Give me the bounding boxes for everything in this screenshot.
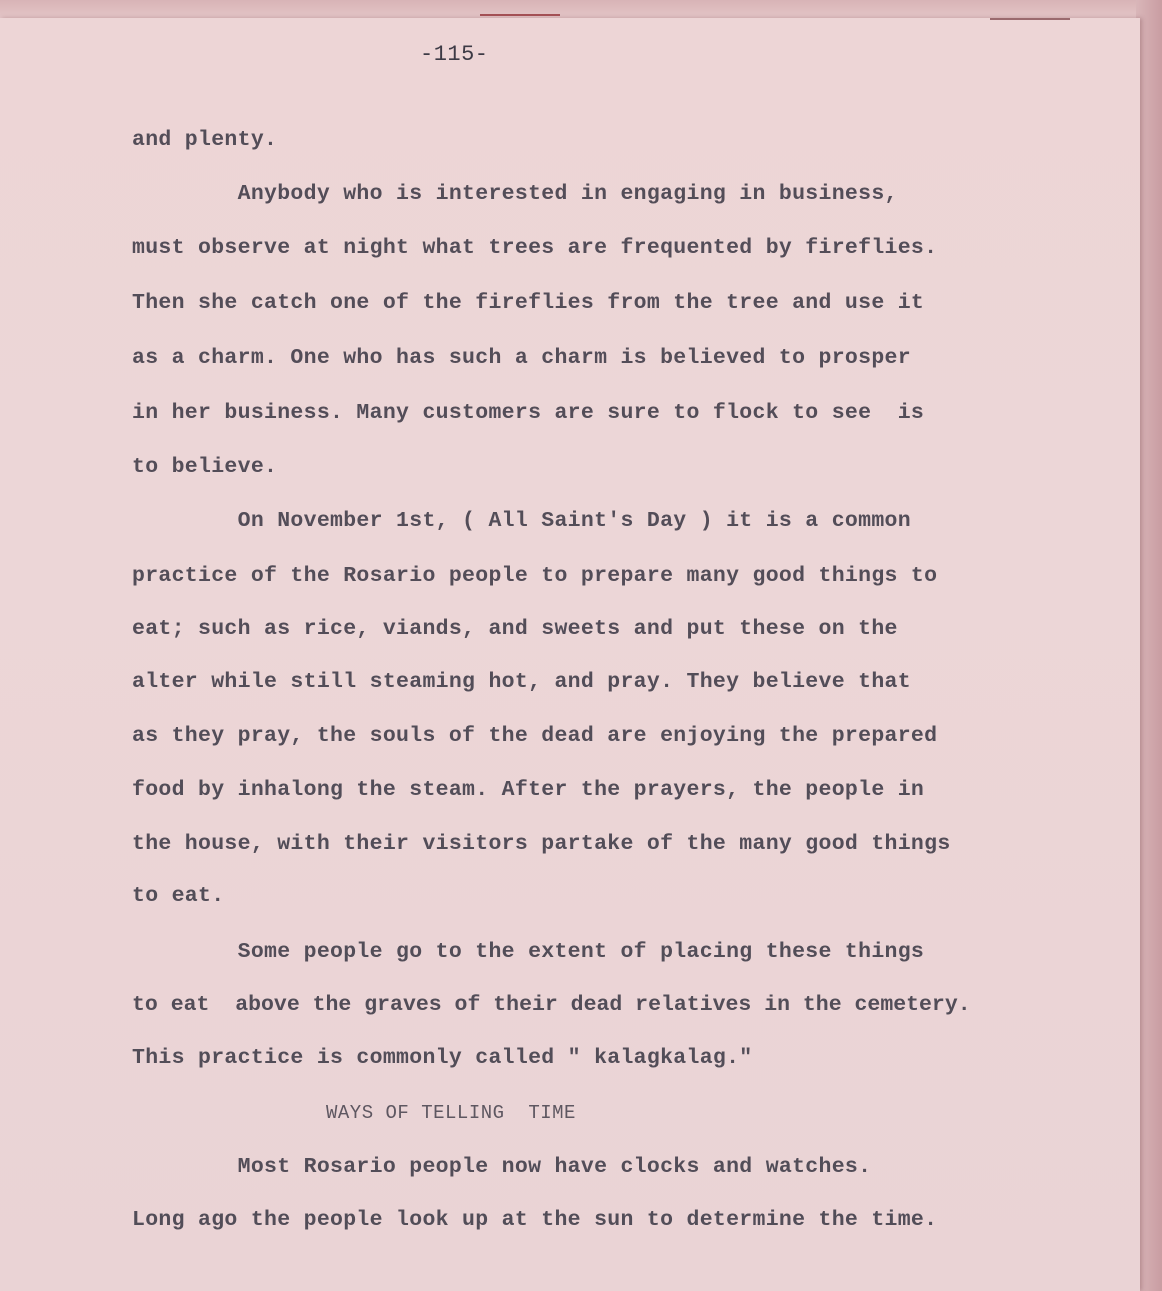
top-edge — [0, 0, 1162, 20]
text-line: as a charm. One who has such a charm is believed to prosper — [132, 346, 911, 370]
text-line: alter while still steaming hot, and pray. They believe that — [132, 670, 911, 694]
page-number: -115- — [420, 42, 489, 67]
text-line: to eat above the graves of their dead relatives in the cemetery. — [132, 993, 971, 1017]
text-line: Long ago the people look up at the sun to determine the time. — [132, 1208, 938, 1232]
text-line: the house, with their visitors partake of the many good things — [132, 832, 951, 856]
ink-mark — [480, 14, 560, 16]
text-line: food by inhalong the steam. After the prayers, the people in — [132, 778, 925, 802]
document-page — [0, 18, 1140, 1291]
text-line: as they pray, the souls of the dead are enjoying the prepared — [132, 724, 938, 748]
section-heading: WAYS OF TELLING TIME — [326, 1102, 576, 1124]
text-line: to eat. — [132, 884, 225, 908]
text-line: This practice is commonly called " kalagkalag." — [132, 1046, 753, 1070]
text-line: Anybody who is interested in engaging in business, — [132, 182, 898, 206]
text-line: Then she catch one of the fireflies from the tree and use it — [132, 291, 925, 315]
text-line: and plenty. — [132, 128, 278, 152]
text-line: to believe. — [132, 455, 278, 479]
text-line: Most Rosario people now have clocks and watches. — [132, 1155, 872, 1179]
ink-mark — [990, 18, 1070, 20]
text-line: Some people go to the extent of placing these things — [132, 940, 925, 964]
text-line: On November 1st, ( All Saint's Day ) it is a common — [132, 509, 911, 533]
text-line: practice of the Rosario people to prepare many good things to — [132, 564, 938, 588]
text-line: must observe at night what trees are frequented by fireflies. — [132, 236, 938, 260]
text-line: in her business. Many customers are sure to flock to see is — [132, 401, 925, 425]
text-line: eat; such as rice, viands, and sweets and put these on the — [132, 617, 898, 641]
